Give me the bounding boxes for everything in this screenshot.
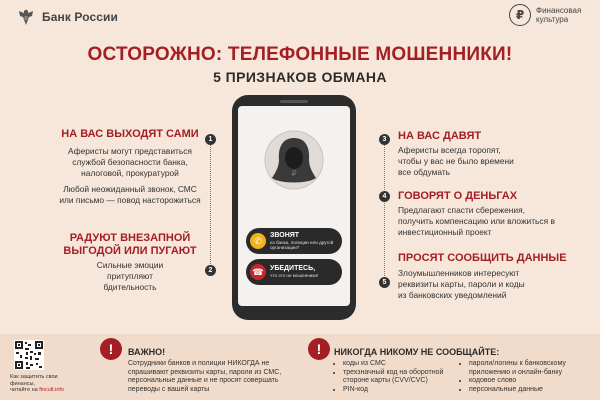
sign-3-text: Аферисты всегда торопят, чтобы у вас не было времени все обдумать	[398, 145, 514, 177]
page-title: ОСТОРОЖНО: ТЕЛЕФОННЫЕ МОШЕННИКИ!	[87, 44, 513, 65]
never-tell-item: • персональные данные	[469, 386, 600, 395]
sign-1-title: НА ВАС ВЫХОДЯТ САМИ	[61, 128, 199, 140]
fincult-logo	[509, 4, 596, 26]
never-tell-title: НИКОГДА НИКОМУ НЕ СООБЩАЙТЕ:	[334, 347, 500, 357]
sign-2-text: Сильные эмоции притупляют бдительность	[96, 260, 164, 292]
verify-call-card	[246, 259, 342, 285]
qr-caption-line-2: читайте на	[10, 387, 40, 393]
sign-3-title: НА ВАС ДАВЯТ	[398, 130, 482, 142]
never-tell-item: • коды из СМС	[343, 360, 461, 369]
call-1-title: ЗВОНЯТ	[270, 231, 300, 239]
sign-1-number: 1	[205, 134, 216, 145]
ruble-icon: ₽	[509, 4, 531, 26]
never-tell-item: • пароли/логины к банковскому приложению и онлайн-банку	[469, 360, 600, 377]
phone-hangup-icon: ☎	[250, 264, 266, 280]
never-tell-item: • трехзначный код на оборотной стороне карты (CVV/CVC)	[343, 369, 461, 386]
sign-5-text: Злоумышленников интересуют реквизиты карты, пароли и коды из банковских уведомлений	[398, 268, 525, 300]
warning-icon: !	[100, 338, 122, 360]
call-2-title: УБЕДИТЕСЬ,	[270, 265, 316, 273]
never-tell-item: • кодовое слово	[469, 377, 600, 386]
never-tell-list-1	[334, 360, 461, 394]
phone-speaker	[280, 100, 308, 103]
qr-code-icon	[14, 340, 44, 370]
incoming-call-card	[246, 228, 342, 254]
fincult-link[interactable]: fincult.info	[39, 387, 64, 393]
sign-5-number: 5	[379, 277, 390, 288]
bank-name: Банк России	[42, 10, 118, 24]
sign-1-text-2: Любой неожиданный звонок, СМС или письмо — повод насторожиться	[59, 184, 201, 205]
never-tell-list-2	[460, 360, 600, 394]
svg-text:₽: ₽	[291, 169, 297, 178]
important-title: ВАЖНО!	[128, 347, 166, 357]
sign-2-number: 2	[205, 265, 216, 276]
warning-icon-2: !	[308, 338, 330, 360]
qr-caption-line-1: Как защитить свои финансы,	[10, 374, 58, 387]
sign-4-title: ГОВОРЯТ О ДЕНЬГАХ	[398, 190, 518, 202]
sign-4-text: Предлагают спасти сбережения, получить компенсацию или вложиться в инвестиционный проект	[398, 205, 555, 237]
page-subtitle: 5 ПРИЗНАКОВ ОБМАНА	[213, 69, 387, 85]
phone-yellow-icon: ✆	[250, 233, 266, 249]
sign-5-title: ПРОСЯТ СООБЩИТЬ ДАННЫЕ	[398, 252, 567, 264]
hooded-scammer-icon	[264, 130, 324, 190]
call-1-sub: из банка, полиции или другой организации?	[270, 239, 334, 250]
sign-1-text: Аферисты могут представиться службой безопасности банка, налоговой, прокуратурой	[68, 146, 192, 178]
never-tell-item: • PIN-код	[343, 386, 461, 395]
sign-2-title: РАДУЮТ ВНЕЗАПНОЙ ВЫГОДОЙ ИЛИ ПУГАЮТ	[63, 232, 197, 257]
left-divider	[210, 144, 211, 266]
fincult-name: Финансовая культура	[536, 6, 582, 24]
bank-logo	[16, 6, 118, 28]
sign-4-number: 4	[379, 191, 390, 202]
right-divider	[384, 144, 385, 284]
sign-3-number: 3	[379, 134, 390, 145]
call-2-sub: что это не мошенники!	[270, 273, 319, 279]
qr-caption	[10, 374, 80, 394]
important-text: Сотрудники банков и полиции НИКОГДА не спрашивают реквизиты карты, пароли из СМС, персональные данные и не просят совершать переводы с вашей карты	[128, 360, 282, 393]
eagle-emblem-icon	[16, 7, 36, 27]
